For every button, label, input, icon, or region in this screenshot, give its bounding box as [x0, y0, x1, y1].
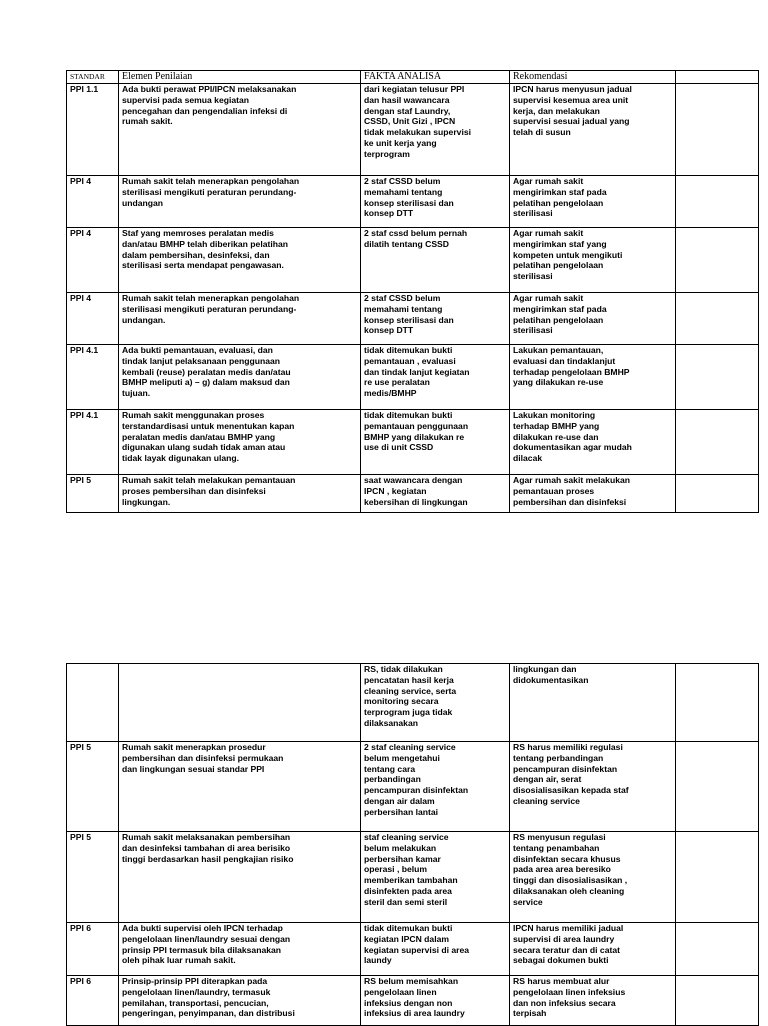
cell-blank [676, 345, 759, 410]
cell-standar: PPI 5 [67, 475, 119, 513]
cell-standar: PPI 4 [67, 228, 119, 293]
cell-elemen: Rumah sakit telah menerapkan pengolahan sterilisasi mengikuti peraturan perundang- undangan. [119, 293, 361, 345]
cell-standar: PPI 6 [67, 976, 119, 1026]
cell-rekomendasi: Agar rumah sakit mengirimkan staf pada pelatihan pengelolaan sterilisasi [510, 176, 676, 228]
cell-elemen: Rumah sakit telah menerapkan pengolahan sterilisasi mengikuti peraturan perundang- undangan [119, 176, 361, 228]
cell-blank [676, 228, 759, 293]
cell-standar: PPI 4.1 [67, 345, 119, 410]
cell-elemen: Rumah sakit melaksanakan pembersihan dan desinfeksi tambahan di area berisiko tinggi berdasarkan hasil pengkajian risiko [119, 832, 361, 923]
cell-blank [676, 293, 759, 345]
table-row [67, 923, 759, 976]
table-row [67, 832, 759, 923]
table-row [67, 345, 759, 410]
cell-fakta: tidak ditemukan bukti kegiatan IPCN dalam kegiatan supervisi di area laundy [361, 923, 510, 976]
cell-fakta: tidak ditemukan bukti pemantauan penggunaan BMHP yang dilakukan re use di unit CSSD [361, 410, 510, 475]
cell-elemen: Staf yang memroses peralatan medis dan/atau BMHP telah diberikan pelatihan dalam pembersihan, desinfeksi, dan sterilisasi serta mendapat pengawasan. [119, 228, 361, 293]
cell-blank [676, 84, 759, 176]
cell-elemen: Prinsip-prinsip PPI diterapkan pada pengelolaan linen/laundry, termasuk pemilahan, transportasi, pencucian, pengeringan, penyimpanan, dan distribusi [119, 976, 361, 1026]
cell-fakta: RS belum memisahkan pengelolaan linen infeksius dengan non infeksius di area laundry [361, 976, 510, 1026]
cell-fakta: 2 staf CSSD belum memahami tentang konsep sterilisasi dan konsep DTT [361, 293, 510, 345]
cell-standar: PPI 4 [67, 176, 119, 228]
cell-fakta: staf cleaning service belum melakukan perbersihan kamar operasi , belum memberikan tambahan disinfekten pada area steril dan semi steril [361, 832, 510, 923]
cell-elemen [119, 664, 361, 742]
table-row [67, 84, 759, 176]
table-header-row [67, 71, 759, 84]
assessment-table-1 [66, 70, 759, 513]
table-row [67, 228, 759, 293]
cell-blank [676, 176, 759, 228]
cell-elemen: Rumah sakit menggunakan proses terstandardisasi untuk menentukan kapan peralatan medis dan/atau BMHP yang digunakan ulang sudah tidak aman atau tidak layak digunakan ulang. [119, 410, 361, 475]
cell-standar: PPI 5 [67, 742, 119, 832]
cell-fakta: saat wawancara dengan IPCN , kegiatan kebersihan di lingkungan [361, 475, 510, 513]
cell-rekomendasi: RS harus membuat alur pengelolaan linen infeksius dan non infeksius secara terpisah [510, 976, 676, 1026]
cell-fakta: 2 staf CSSD belum memahami tentang konsep sterilisasi dan konsep DTT [361, 176, 510, 228]
header-elemen-penilaian: Elemen Penilaian [119, 71, 361, 84]
cell-standar: PPI 1.1 [67, 84, 119, 176]
cell-blank [676, 410, 759, 475]
cell-rekomendasi: IPCN harus menyusun jadual supervisi kesemua area unit kerja, dan melakukan supervisi sesuai jadual yang telah di susun [510, 84, 676, 176]
cell-blank [676, 664, 759, 742]
cell-standar: PPI 5 [67, 832, 119, 923]
cell-blank [676, 976, 759, 1026]
table-row [67, 664, 759, 742]
cell-fakta: 2 staf cssd belum pernah dilatih tentang CSSD [361, 228, 510, 293]
cell-rekomendasi: RS harus memiliki regulasi tentang perbandingan pencampuran disinfektan dengan air, serat disosialisasikan kepada staf cleaning service [510, 742, 676, 832]
cell-rekomendasi: Lakukan monitoring terhadap BMHP yang dilakukan re-use dan dokumentasikan agar mudah dilacak [510, 410, 676, 475]
table-row [67, 176, 759, 228]
cell-elemen: Rumah sakit menerapkan prosedur pembersihan dan disinfeksi permukaan dan lingkungan sesuai standar PPI [119, 742, 361, 832]
cell-rekomendasi: Agar rumah sakit melakukan pemantauan proses pembersihan dan disinfeksi [510, 475, 676, 513]
cell-blank [676, 923, 759, 976]
cell-standar: PPI 4.1 [67, 410, 119, 475]
cell-elemen: Ada bukti pemantauan, evaluasi, dan tindak lanjut pelaksanaan penggunaan kembali (reuse) peralatan medis dan/atau BMHP meliputi a) – g) dalam maksud dan tujuan. [119, 345, 361, 410]
cell-fakta: RS, tidak dilakukan pencatatan hasil kerja cleaning service, serta monitoring secara terprogram juga tidak dilaksanakan [361, 664, 510, 742]
table-row [67, 976, 759, 1026]
cell-elemen: Ada bukti perawat PPI/IPCN melaksanakan supervisi pada semua kegiatan pencegahan dan pengendalian infeksi di rumah sakit. [119, 84, 361, 176]
cell-rekomendasi: Agar rumah sakit mengirimkan staf yang kompeten untuk mengikuti pelatihan pengelolaan sterilisasi [510, 228, 676, 293]
cell-rekomendasi: Lakukan pemantauan, evaluasi dan tindaklanjut terhadap pengelolaan BMHP yang dilakukan re-use [510, 345, 676, 410]
cell-elemen: Rumah sakit telah melakukan pemantauan proses pembersihan dan disinfeksi lingkungan. [119, 475, 361, 513]
cell-fakta: dari kegiatan telusur PPI dan hasil wawancara dengan staf Laundry, CSSD, Unit Gizi , IPCN tidak melakukan supervisi ke unit kerja yang terprogram [361, 84, 510, 176]
table-row [67, 475, 759, 513]
cell-blank [676, 742, 759, 832]
header-standar: STANDAR [67, 71, 119, 84]
cell-rekomendasi: IPCN harus memiliki jadual supervisi di area laundry secara teratur dan di catat sebagai dokumen bukti [510, 923, 676, 976]
table-row [67, 410, 759, 475]
assessment-table-2 [66, 663, 759, 1026]
cell-standar: PPI 6 [67, 923, 119, 976]
cell-fakta: tidak ditemukan bukti pemantauan , evaluasi dan tindak lanjut kegiatan re use peralatan medis/BMHP [361, 345, 510, 410]
cell-rekomendasi: Agar rumah sakit mengirimkan staf pada pelatihan pengelolaan sterilisasi [510, 293, 676, 345]
cell-rekomendasi: lingkungan dan didokumentasikan [510, 664, 676, 742]
cell-elemen: Ada bukti supervisi oleh IPCN terhadap pengelolaan linen/laundry sesuai dengan prinsip PPI termasuk bila dilaksanakan oleh pihak luar rumah sakit. [119, 923, 361, 976]
table-row [67, 293, 759, 345]
cell-standar: PPI 4 [67, 293, 119, 345]
table-row [67, 742, 759, 832]
cell-blank [676, 475, 759, 513]
cell-standar [67, 664, 119, 742]
header-rekomendasi: Rekomendasi [510, 71, 676, 84]
cell-fakta: 2 staf cleaning service belum mengetahui tentang cara perbandingan pencampuran disinfektan dengan air dalam perbersihan lantai [361, 742, 510, 832]
header-blank [676, 71, 759, 84]
header-fakta-analisa: FAKTA ANALISA [361, 71, 510, 84]
cell-blank [676, 832, 759, 923]
cell-rekomendasi: RS menyusun regulasi tentang penambahan disinfektan secara khusus pada area area beresiko tinggi dan disosialisasikan , dilaksanakan oleh cleaning service [510, 832, 676, 923]
